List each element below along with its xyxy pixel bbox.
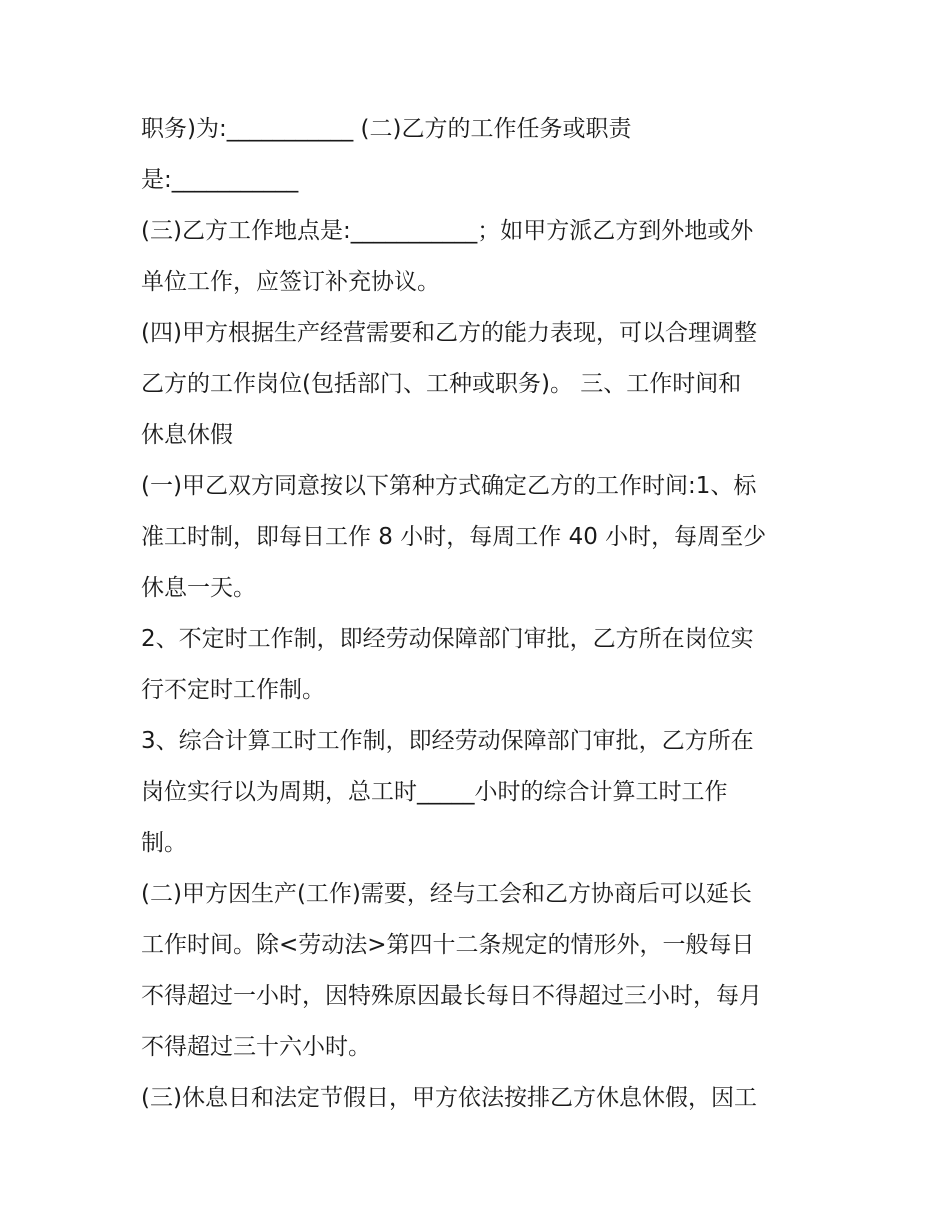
text-line: 3、综合计算工时工作制，即经劳动保障部门审批，乙方所在 [141,728,754,754]
text-line: 岗位实行以为周期，总工时_____小时的综合计算工时工作 [141,779,728,805]
text-line: 制。 [141,830,187,856]
text-line: 休息休假 [141,422,233,448]
text-line: 单位工作，应签订补充协议。 [141,269,440,295]
text-line: (三)乙方工作地点是:___________；如甲方派乙方到外地或外 [141,218,754,244]
text-line: 2、不定时工作制，即经劳动保障部门审批，乙方所在岗位实 [141,626,754,652]
text-line: 休息一天。 [141,575,256,601]
document-body [141,104,821,1124]
text-line: 不得超过一小时，因特殊原因最长每日不得超过三小时，每月 [141,983,762,1009]
text-line: 准工时制，即每日工作 8 小时，每周工作 40 小时，每周至少 [141,524,767,550]
text-line: 乙方的工作岗位(包括部门、工种或职务)。 三、工作时间和 [141,371,742,397]
text-line: (一)甲乙双方同意按以下第种方式确定乙方的工作时间:1、标 [141,473,757,499]
text-line: (三)休息日和法定节假日，甲方依法按排乙方休息休假，因工 [141,1085,757,1111]
text-line: 是:___________ [141,167,299,193]
text-line: 职务)为:___________ (二)乙方的工作任务或职责 [141,116,632,142]
text-line: 工作时间。除<劳动法>第四十二条规定的情形外，一般每日 [141,932,755,958]
text-line: 行不定时工作制。 [141,677,325,703]
text-line: (二)甲方因生产(工作)需要，经与工会和乙方协商后可以延长 [141,881,752,907]
text-line: (四)甲方根据生产经营需要和乙方的能力表现，可以合理调整 [141,320,757,346]
text-line: 不得超过三十六小时。 [141,1034,371,1060]
